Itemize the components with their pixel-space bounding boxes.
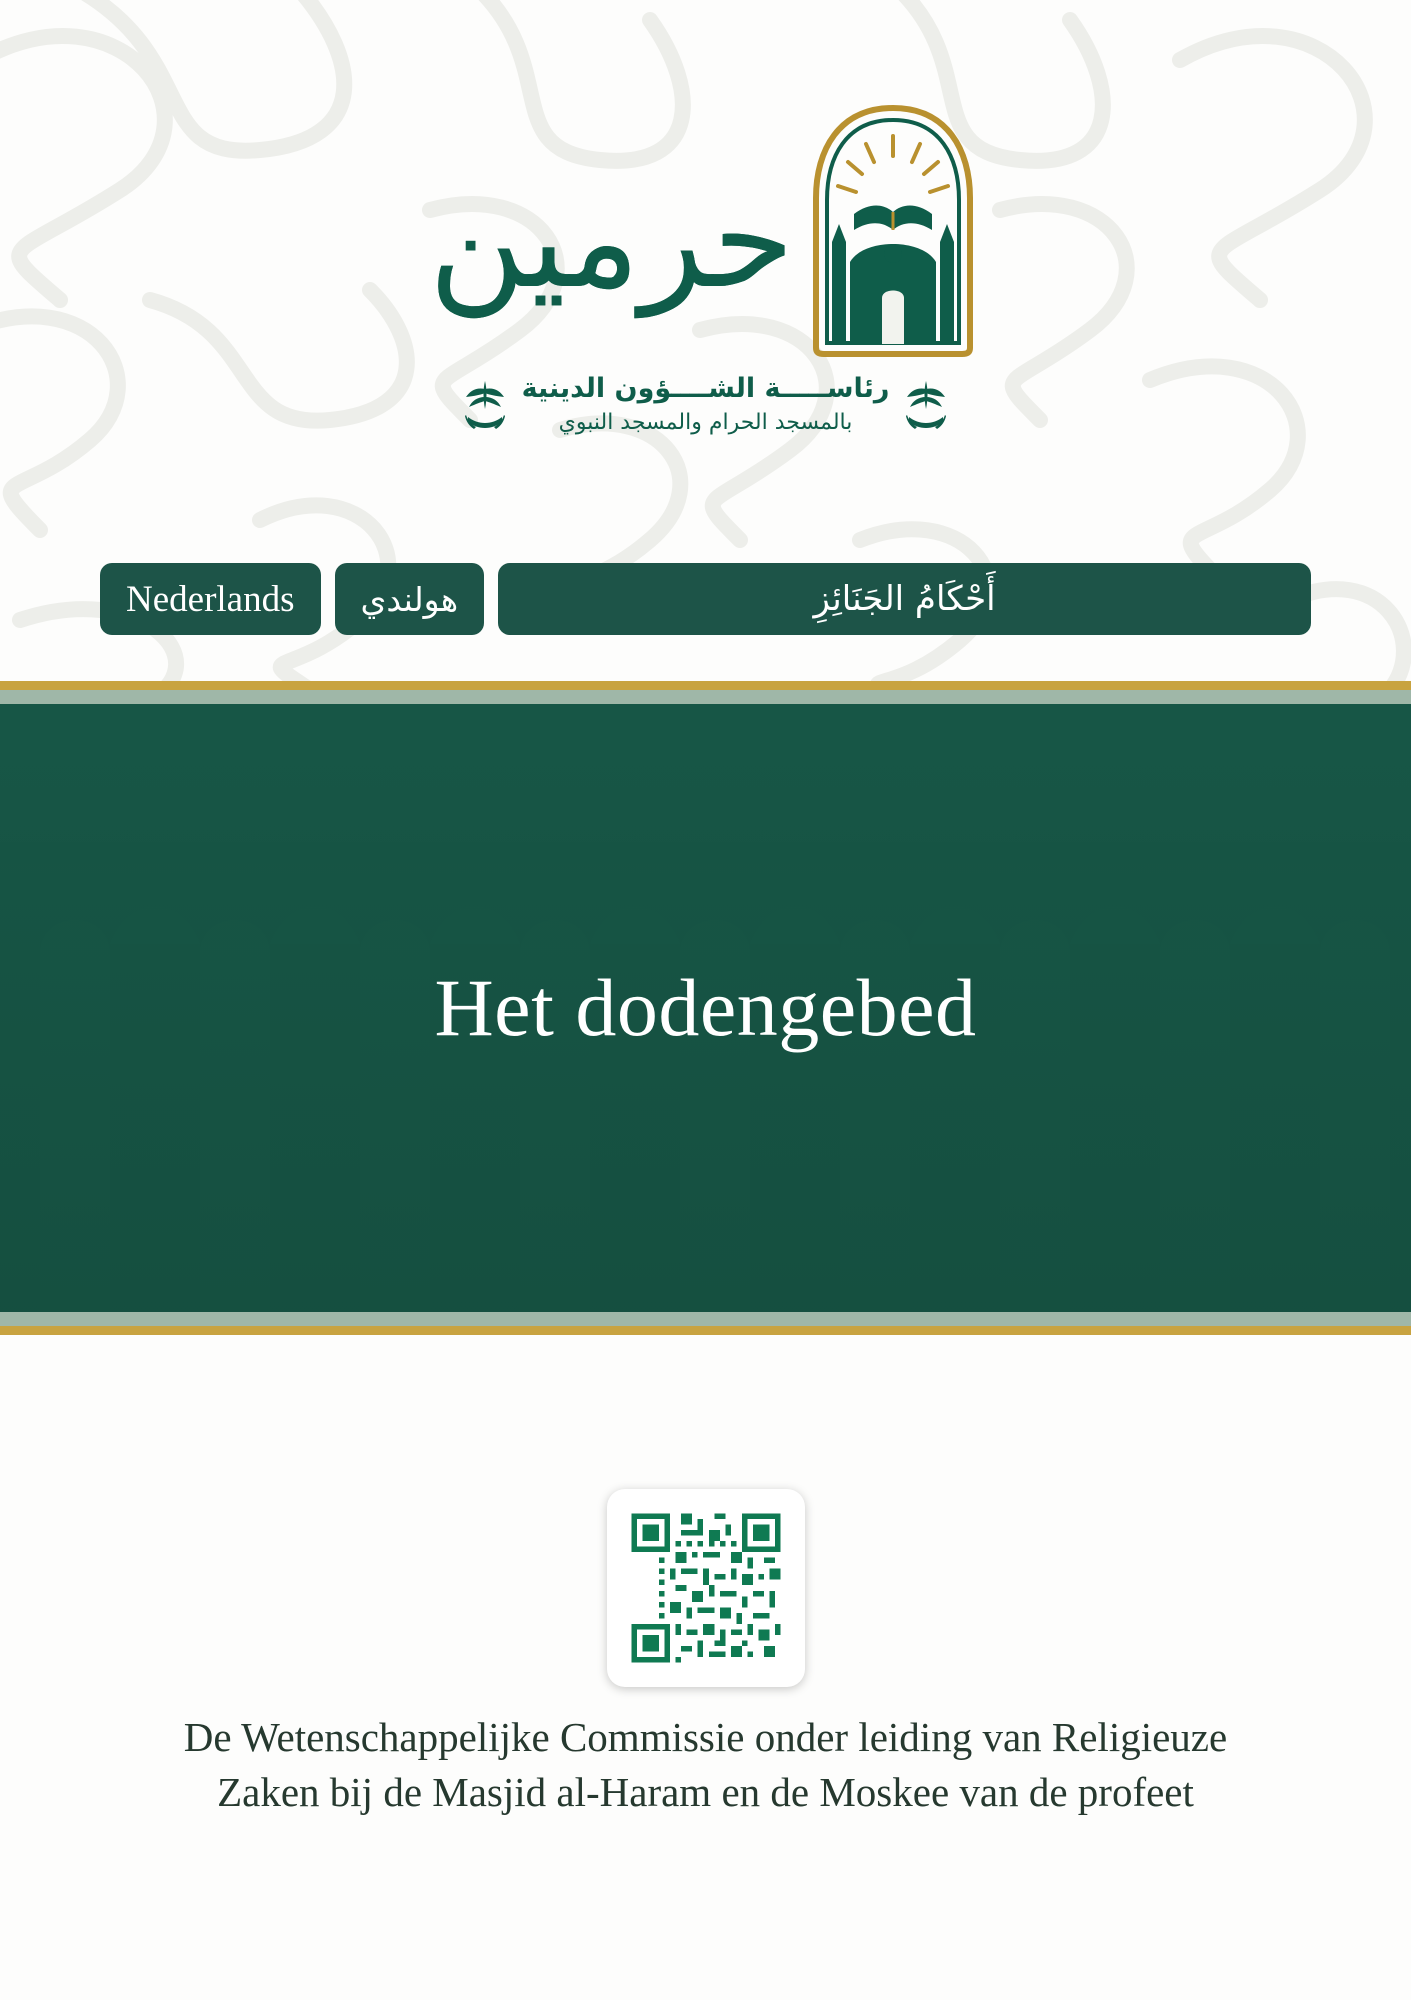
qr-code[interactable] <box>607 1489 805 1687</box>
language-tag-arabic: هولندي <box>335 563 485 635</box>
logo-caption <box>462 372 950 437</box>
hero-banner <box>0 681 1411 1347</box>
qr-code-icon <box>626 1508 786 1668</box>
language-tag-latin: Nederlands <box>100 563 321 635</box>
committee-credit: De Wetenschappelijke Commissie onder leiding van Religieuze Zaken bij de Masjid al-Haram en de Moskee van de profeet <box>183 1714 1228 1815</box>
haramain-emblem <box>804 102 982 360</box>
logo-caption-line-1: رئاســـــة الشــــؤون الدينية <box>521 373 890 404</box>
arabic-subject-title: أَحْكَامُ الجَنَائِزِ <box>498 563 1311 635</box>
saudi-emblem-icon <box>903 377 949 433</box>
sage-rule-top <box>0 690 1411 704</box>
page-title: Het dodengebed <box>434 962 977 1053</box>
tag-row <box>100 563 1311 635</box>
hero-photo <box>0 704 1411 1312</box>
logo-row <box>429 96 982 366</box>
saudi-emblem-icon-mirror <box>462 377 508 433</box>
gold-rule-bottom <box>0 1326 1411 1335</box>
logo-block <box>0 96 1411 437</box>
haramain-wordmark: حرمين <box>428 164 795 318</box>
gold-rule-top <box>0 681 1411 690</box>
logo-caption-line-2: بالمسجد الحرام والمسجد النبوي <box>558 409 853 435</box>
sage-rule-bottom <box>0 1312 1411 1326</box>
